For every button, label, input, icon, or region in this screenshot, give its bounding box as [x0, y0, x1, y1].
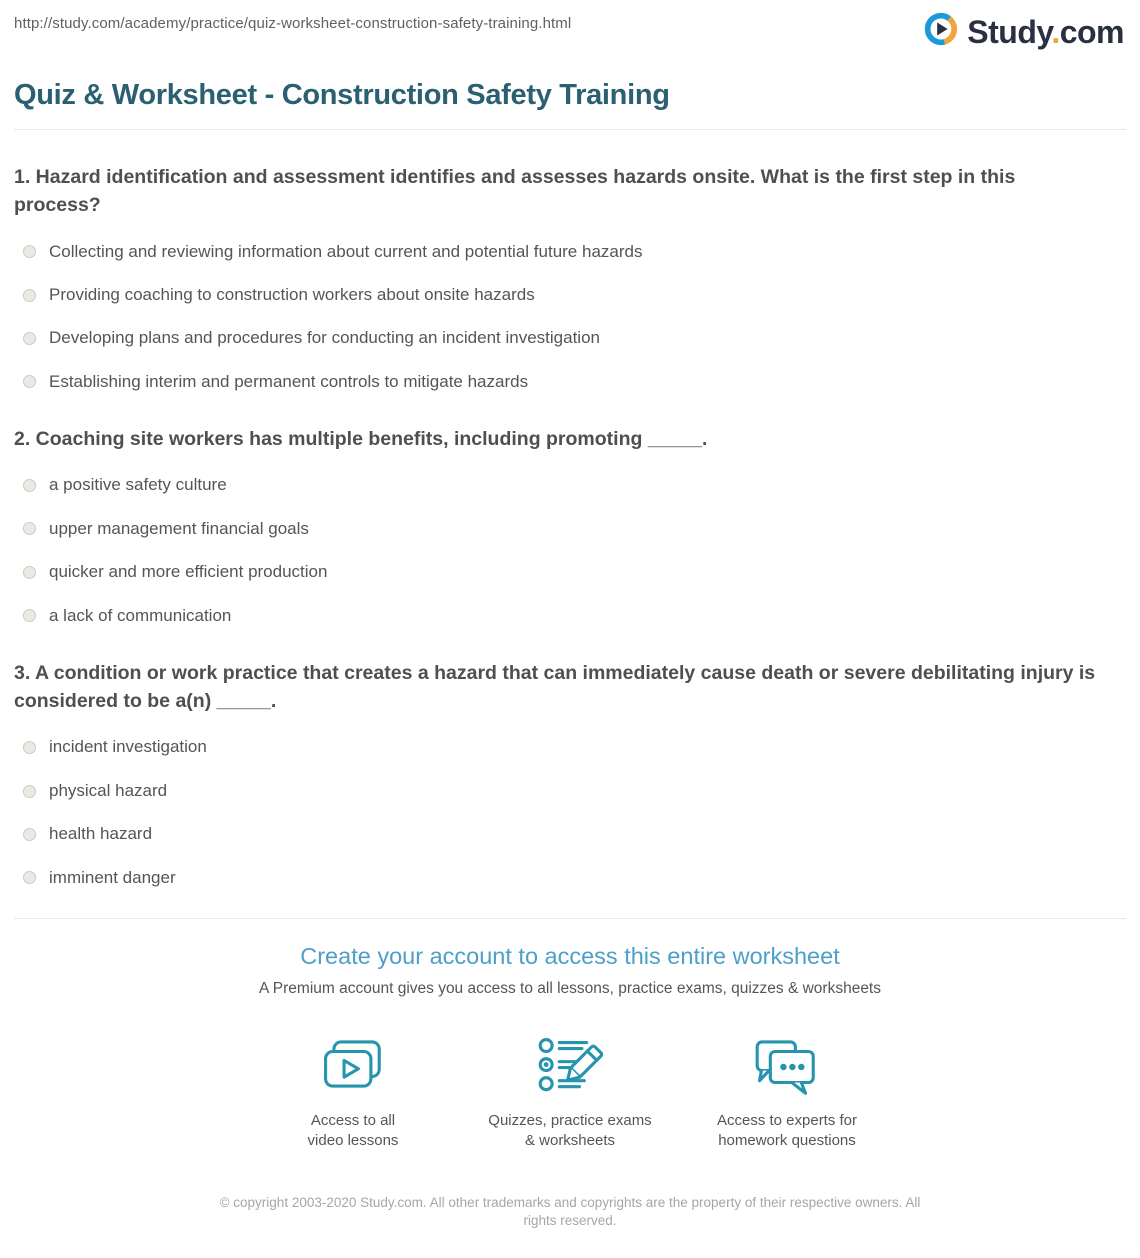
question-1-option-3[interactable]	[14, 328, 1126, 348]
question-3-option-3[interactable]	[14, 824, 1126, 844]
option-label[interactable]: a positive safety culture	[49, 475, 227, 495]
header	[14, 0, 1126, 53]
experts-chat-icon	[749, 1036, 825, 1098]
radio-button[interactable]	[23, 741, 36, 754]
video-lessons-icon	[315, 1036, 391, 1098]
cta-divider	[14, 918, 1126, 919]
radio-button[interactable]	[23, 785, 36, 798]
radio-button[interactable]	[23, 609, 36, 622]
feature-label: Access to all video lessons	[307, 1112, 399, 1150]
feature-quizzes-worksheets	[462, 1036, 679, 1152]
radio-button[interactable]	[23, 375, 36, 388]
option-label[interactable]: Establishing interim and permanent controls to mitigate hazards	[49, 371, 529, 391]
radio-button[interactable]	[23, 332, 36, 345]
question-3-options	[14, 737, 1126, 888]
option-label[interactable]: quicker and more efficient production	[49, 562, 328, 582]
question-1-options	[14, 242, 1126, 393]
title-divider	[14, 129, 1126, 130]
page-title: Quiz & Worksheet - Construction Safety Training	[14, 79, 670, 111]
studycom-logo[interactable]	[922, 10, 1126, 53]
feature-label: Access to experts for homework questions	[716, 1112, 858, 1150]
question-1-text: 1. Hazard identification and assessment identifies and assesses hazards onsite. What is the first step in this process?	[14, 166, 1016, 217]
question-2-option-3[interactable]	[14, 562, 1126, 582]
question-3-option-4[interactable]	[14, 868, 1126, 888]
radio-button[interactable]	[23, 289, 36, 302]
option-label[interactable]: Providing coaching to construction workers about onsite hazards	[49, 284, 535, 304]
option-label[interactable]: health hazard	[49, 824, 153, 844]
question-2-options	[14, 475, 1126, 626]
question-3-option-2[interactable]	[14, 781, 1126, 801]
question-2-option-4[interactable]	[14, 606, 1126, 626]
radio-button[interactable]	[23, 522, 36, 535]
radio-button[interactable]	[23, 828, 36, 841]
question-1-option-4[interactable]	[14, 372, 1126, 392]
question-2-option-2[interactable]	[14, 519, 1126, 539]
cta-heading: Create your account to access this entire worksheet	[300, 943, 840, 970]
question-2-text: 2. Coaching site workers has multiple benefits, including promoting _____.	[14, 428, 708, 451]
question-3-text: 3. A condition or work practice that creates a hazard that can immediately cause death or severe debilitating injury is considered to be a(n) _____.	[14, 661, 1096, 713]
question-3-option-1[interactable]	[14, 737, 1126, 757]
logo-wordmark: Study.com	[967, 13, 1124, 50]
copyright-notice: © copyright 2003-2020 Study.com. All other trademarks and copyrights are the property of their respective owners. All rights reserved.	[219, 1194, 921, 1228]
feature-label: Quizzes, practice exams & worksheets	[488, 1112, 652, 1150]
question-2-option-1[interactable]	[14, 475, 1126, 495]
radio-button[interactable]	[23, 245, 36, 258]
feature-expert-help	[679, 1036, 896, 1152]
radio-button[interactable]	[23, 566, 36, 579]
page-url: http://study.com/academy/practice/quiz-worksheet-construction-safety-training.html	[14, 15, 572, 32]
option-label[interactable]: a lack of communication	[49, 605, 232, 625]
option-label[interactable]: incident investigation	[49, 737, 207, 757]
radio-button[interactable]	[23, 479, 36, 492]
radio-button[interactable]	[23, 871, 36, 884]
question-2	[14, 425, 1126, 626]
option-label[interactable]: imminent danger	[49, 867, 176, 887]
question-3	[14, 659, 1126, 888]
cta-subheading: A Premium account gives you access to all lessons, practice exams, quizzes & worksheets	[259, 980, 881, 998]
question-1-option-2[interactable]	[14, 285, 1126, 305]
question-1	[14, 163, 1126, 392]
option-label[interactable]: Developing plans and procedures for conducting an incident investigation	[49, 328, 600, 348]
option-label[interactable]: Collecting and reviewing information about current and potential future hazards	[49, 241, 643, 261]
quizzes-worksheets-icon	[532, 1036, 608, 1098]
option-label[interactable]: physical hazard	[49, 780, 168, 800]
cta-section	[14, 943, 1126, 1230]
question-1-option-1[interactable]	[14, 242, 1126, 262]
feature-video-lessons	[245, 1036, 462, 1152]
feature-list	[14, 1036, 1126, 1152]
option-label[interactable]: upper management financial goals	[49, 518, 309, 538]
play-circle-logo-icon	[922, 10, 960, 53]
